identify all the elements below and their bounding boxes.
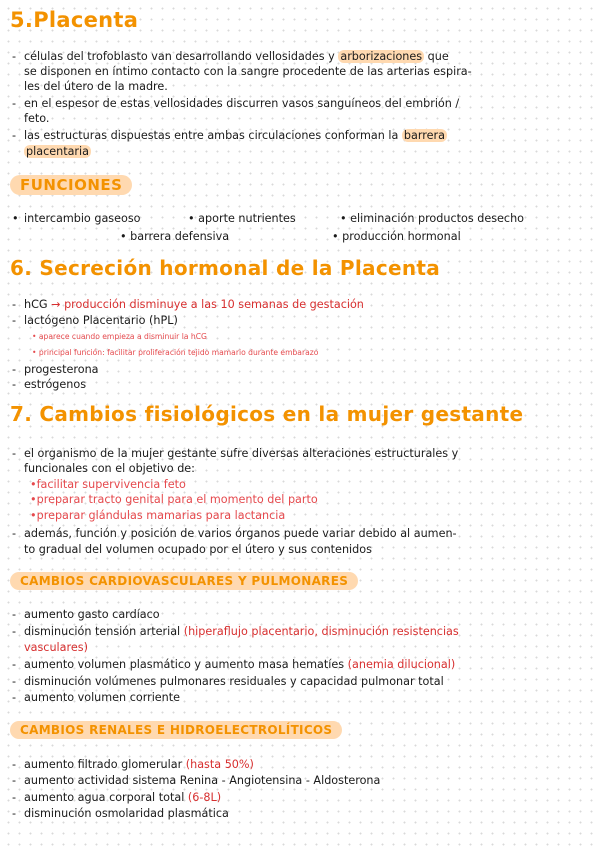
s5-line-3: les del útero de la madre. <box>24 80 168 93</box>
funciones-item-3: • eliminación productos desecho <box>340 212 525 225</box>
cardio-item-3: - aumento volumen plasmático y aumento masa hematíes (anemia dilucional) <box>12 658 456 671</box>
cardio-item-5: - aumento volumen corriente <box>12 691 181 704</box>
s6-sub-2: • principal función: facilitar proliferación tejido mamario durante embarazo <box>32 348 319 357</box>
highlight-arborizaciones: arborizaciones <box>340 50 423 63</box>
s6-lactogeno: - lactógeno Placentario (hPL) <box>12 314 178 327</box>
s7-line-4: to gradual del volumen ocupado por el útero y sus contenidos <box>24 543 372 556</box>
renal-item-1: - aumento filtrado glomerular (hasta 50%) <box>12 758 254 771</box>
highlight-placentaria: placentaria <box>26 145 89 158</box>
s6-estrogenos: - estrógenos <box>12 378 87 391</box>
renal-item-3: - aumento agua corporal total (6-8L) <box>12 791 222 804</box>
renal-item-2: - aumento actividad sistema Renina - Angiotensina - Aldosterona <box>12 774 381 787</box>
highlight-barrera: barrera <box>403 129 445 142</box>
s7-line-3: - además, función y posición de varios órganos puede variar debido al aumen- <box>12 527 457 540</box>
s5-line-2: se disponen en íntimo contacto con la sangre procedente de las arterias espira- <box>24 65 472 78</box>
cardio-item-1: - aumento gasto cardíaco <box>12 608 160 621</box>
cardio-heading: CAMBIOS CARDIOVASCULARES Y PULMONARES <box>10 572 358 590</box>
cardio-item-2: - disminución tensión arterial (hiperaflujo placentario, disminución resistencias <box>12 625 459 638</box>
funciones-item-1: • intercambio gaseoso <box>12 212 141 225</box>
s5-line-5: feto. <box>24 112 50 125</box>
s7-goal-1: •facilitar supervivencia feto <box>30 478 186 491</box>
cardio-item-2-cont: vasculares) <box>24 641 88 654</box>
section-7-title: 7. Cambios fisiológicos en la mujer gestante <box>10 402 524 426</box>
s5-line-1: - células del trofoblasto van desarrollando vellosidades y arborizaciones que <box>12 50 449 63</box>
funciones-heading: FUNCIONES <box>10 175 132 195</box>
funciones-item-5: • producción hormonal <box>332 230 461 243</box>
renal-heading: CAMBIOS RENALES E HIDROELECTROLÍTICOS <box>10 721 342 739</box>
s6-progesterona: - progesterona <box>12 363 99 376</box>
renal-item-4: - disminución osmolaridad plasmática <box>12 807 229 820</box>
funciones-item-4: • barrera defensiva <box>120 230 230 243</box>
funciones-item-2: • aporte nutrientes <box>188 212 296 225</box>
s5-line-6: - las estructuras dispuestas entre ambas circulaciones conforman la barrera <box>12 129 445 142</box>
s7-line-1: - el organismo de la mujer gestante sufre diversas alteraciones estructurales y <box>12 447 459 460</box>
s6-sub-1: • aparece cuando empieza a disminuir la hCG <box>32 332 207 341</box>
section-6-title: 6. Secreción hormonal de la Placenta <box>10 256 441 280</box>
s5-line-4: - en el espesor de estas vellosidades discurren vasos sanguíneos del embrión / <box>12 97 460 110</box>
arrow-icon: → <box>51 298 61 311</box>
s7-line-2: funcionales con el objetivo de: <box>24 462 195 475</box>
s5-line-7 <box>24 144 586 159</box>
cardio-item-4: - disminución volúmenes pulmonares residuales y capacidad pulmonar total <box>12 675 444 688</box>
s6-hcg: - hCG → producción disminuye a las 10 semanas de gestación <box>12 298 364 311</box>
s7-goal-3: •preparar glándulas mamarias para lactancia <box>30 509 286 522</box>
section-5-title: 5.Placenta <box>10 8 139 32</box>
s7-goal-2: •preparar tracto genital para el momento del parto <box>30 493 318 506</box>
